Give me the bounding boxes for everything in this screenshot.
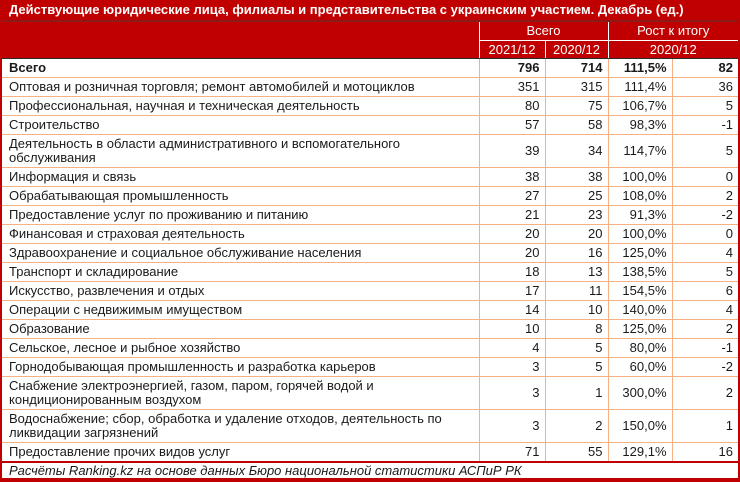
subcol-2021-12: 2021/12 — [479, 40, 545, 58]
growth-pct-cell: 108,0% — [608, 186, 672, 205]
value-2020-12-cell: 714 — [545, 58, 608, 77]
value-2021-12-cell: 21 — [479, 205, 545, 224]
growth-abs-cell: 4 — [672, 300, 738, 319]
value-2021-12-cell: 20 — [479, 243, 545, 262]
value-2020-12-cell: 38 — [545, 167, 608, 186]
value-2021-12-cell: 27 — [479, 186, 545, 205]
value-2020-12-cell: 34 — [545, 134, 608, 167]
row-label-cell: Деятельность в области административного и вспомогательного обслуживания — [2, 134, 479, 167]
value-2020-12-cell: 11 — [545, 281, 608, 300]
growth-pct-cell: 80,0% — [608, 338, 672, 357]
table-row — [2, 243, 738, 262]
growth-pct-cell: 111,4% — [608, 77, 672, 96]
table-row — [2, 376, 738, 409]
row-label-cell: Обрабатывающая промышленность — [2, 186, 479, 205]
row-label-cell: Операции с недвижимым имуществом — [2, 300, 479, 319]
row-label-cell: Всего — [2, 58, 479, 77]
value-2020-12-cell: 315 — [545, 77, 608, 96]
growth-abs-cell: 6 — [672, 281, 738, 300]
value-2021-12-cell: 18 — [479, 262, 545, 281]
value-2021-12-cell: 10 — [479, 319, 545, 338]
value-2021-12-cell: 39 — [479, 134, 545, 167]
table-row — [2, 58, 738, 77]
subcol-2020-12: 2020/12 — [545, 40, 608, 58]
value-2021-12-cell: 4 — [479, 338, 545, 357]
value-2020-12-cell: 23 — [545, 205, 608, 224]
growth-abs-cell: 0 — [672, 167, 738, 186]
value-2020-12-cell: 20 — [545, 224, 608, 243]
growth-pct-cell: 100,0% — [608, 224, 672, 243]
row-label-cell: Сельское, лесное и рыбное хозяйство — [2, 338, 479, 357]
growth-pct-cell: 125,0% — [608, 319, 672, 338]
value-2020-12-cell: 16 — [545, 243, 608, 262]
value-2020-12-cell: 2 — [545, 409, 608, 442]
value-2021-12-cell: 351 — [479, 77, 545, 96]
value-2021-12-cell: 20 — [479, 224, 545, 243]
table-row — [2, 281, 738, 300]
value-2021-12-cell: 796 — [479, 58, 545, 77]
table-row — [2, 205, 738, 224]
value-2020-12-cell: 8 — [545, 319, 608, 338]
growth-pct-cell: 60,0% — [608, 357, 672, 376]
growth-abs-cell: 5 — [672, 262, 738, 281]
growth-abs-cell: 5 — [672, 96, 738, 115]
subcol-growth-2020-12: 2020/12 — [608, 40, 738, 58]
source-note: Расчёты Ranking.kz на основе данных Бюро национальной статистики АСПиР РК — [2, 461, 738, 482]
growth-abs-cell: -1 — [672, 115, 738, 134]
growth-abs-cell: 2 — [672, 319, 738, 338]
growth-pct-cell: 100,0% — [608, 167, 672, 186]
value-2021-12-cell: 80 — [479, 96, 545, 115]
growth-pct-cell: 111,5% — [608, 58, 672, 77]
row-label-cell: Оптовая и розничная торговля; ремонт автомобилей и мотоциклов — [2, 77, 479, 96]
table-body — [2, 58, 738, 461]
growth-pct-cell: 98,3% — [608, 115, 672, 134]
growth-pct-cell: 114,7% — [608, 134, 672, 167]
value-2020-12-cell: 75 — [545, 96, 608, 115]
growth-abs-cell: 82 — [672, 58, 738, 77]
growth-pct-cell: 154,5% — [608, 281, 672, 300]
growth-abs-cell: -2 — [672, 205, 738, 224]
table-row — [2, 96, 738, 115]
value-2021-12-cell: 57 — [479, 115, 545, 134]
column-group-total: Всего — [479, 22, 608, 40]
value-2021-12-cell: 3 — [479, 376, 545, 409]
value-2021-12-cell: 71 — [479, 442, 545, 461]
row-label-cell: Горнодобывающая промышленность и разработка карьеров — [2, 357, 479, 376]
row-label-cell: Финансовая и страховая деятельность — [2, 224, 479, 243]
growth-abs-cell: 2 — [672, 376, 738, 409]
value-2020-12-cell: 10 — [545, 300, 608, 319]
value-2021-12-cell: 17 — [479, 281, 545, 300]
table-row — [2, 409, 738, 442]
growth-pct-cell: 300,0% — [608, 376, 672, 409]
growth-abs-cell: 16 — [672, 442, 738, 461]
table-row — [2, 186, 738, 205]
value-2020-12-cell: 58 — [545, 115, 608, 134]
value-2021-12-cell: 38 — [479, 167, 545, 186]
value-2021-12-cell: 3 — [479, 409, 545, 442]
growth-pct-cell: 91,3% — [608, 205, 672, 224]
table-row — [2, 167, 738, 186]
growth-abs-cell: 1 — [672, 409, 738, 442]
table-header — [2, 22, 738, 58]
growth-abs-cell: 0 — [672, 224, 738, 243]
table-row — [2, 115, 738, 134]
value-2021-12-cell: 14 — [479, 300, 545, 319]
growth-abs-cell: 4 — [672, 243, 738, 262]
row-label-cell: Предоставление прочих видов услуг — [2, 442, 479, 461]
value-2020-12-cell: 5 — [545, 357, 608, 376]
row-label-cell: Транспорт и складирование — [2, 262, 479, 281]
value-2020-12-cell: 13 — [545, 262, 608, 281]
growth-pct-cell: 129,1% — [608, 442, 672, 461]
table-row — [2, 300, 738, 319]
growth-abs-cell: -1 — [672, 338, 738, 357]
growth-pct-cell: 150,0% — [608, 409, 672, 442]
table-row — [2, 134, 738, 167]
growth-pct-cell: 138,5% — [608, 262, 672, 281]
value-2020-12-cell: 25 — [545, 186, 608, 205]
table-row — [2, 319, 738, 338]
row-label-cell: Строительство — [2, 115, 479, 134]
value-2020-12-cell: 5 — [545, 338, 608, 357]
table-row — [2, 338, 738, 357]
row-label-cell: Образование — [2, 319, 479, 338]
table-row — [2, 77, 738, 96]
value-2021-12-cell: 3 — [479, 357, 545, 376]
table-row — [2, 224, 738, 243]
row-label-cell: Предоставление услуг по проживанию и питанию — [2, 205, 479, 224]
growth-abs-cell: 2 — [672, 186, 738, 205]
growth-pct-cell: 125,0% — [608, 243, 672, 262]
table-row — [2, 357, 738, 376]
row-label-cell: Здравоохранение и социальное обслуживание населения — [2, 243, 479, 262]
growth-pct-cell: 106,7% — [608, 96, 672, 115]
report-title: Действующие юридические лица, филиалы и представительства с украинским участием. Декабрь (ед.) — [2, 0, 738, 22]
growth-abs-cell: 5 — [672, 134, 738, 167]
growth-pct-cell: 140,0% — [608, 300, 672, 319]
row-label-cell: Водоснабжение; сбор, обработка и удаление отходов, деятельность по ликвидации загрязнений — [2, 409, 479, 442]
corner-cell — [2, 22, 479, 58]
row-label-cell: Профессиональная, научная и техническая деятельность — [2, 96, 479, 115]
value-2020-12-cell: 1 — [545, 376, 608, 409]
table-row — [2, 442, 738, 461]
column-group-growth: Рост к итогу — [608, 22, 738, 40]
row-label-cell: Искусство, развлечения и отдых — [2, 281, 479, 300]
row-label-cell: Снабжение электроэнергией, газом, паром, горячей водой и кондиционированным воздухом — [2, 376, 479, 409]
growth-abs-cell: 36 — [672, 77, 738, 96]
growth-abs-cell: -2 — [672, 357, 738, 376]
row-label-cell: Информация и связь — [2, 167, 479, 186]
stats-table — [2, 22, 738, 461]
table-row — [2, 262, 738, 281]
value-2020-12-cell: 55 — [545, 442, 608, 461]
